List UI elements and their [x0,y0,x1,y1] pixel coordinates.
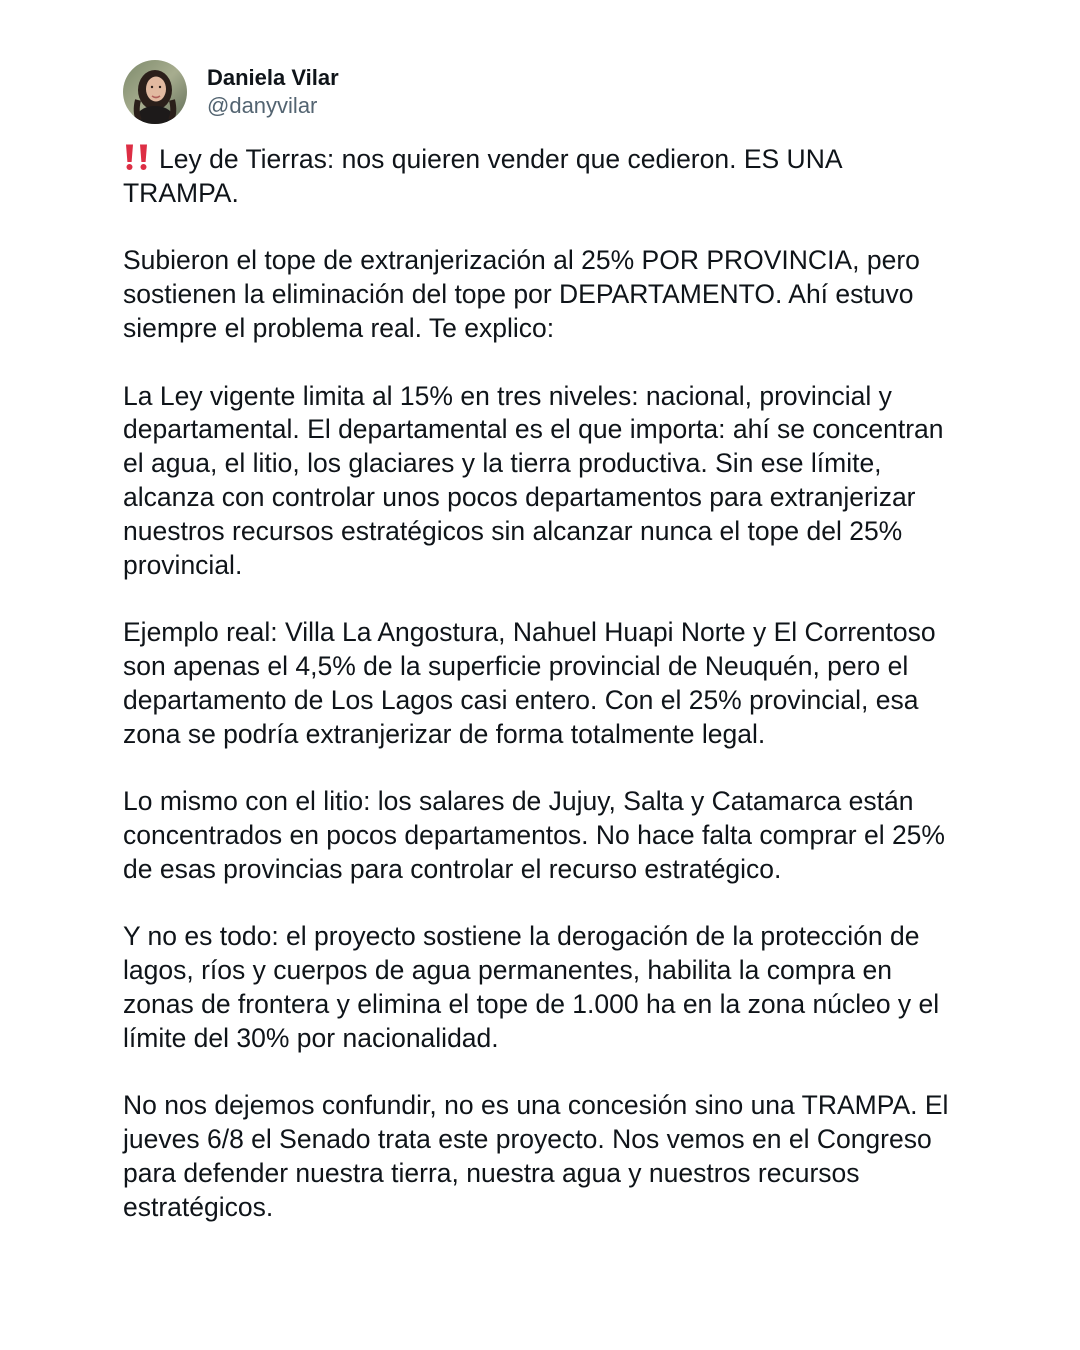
tweet-paragraph: No nos dejemos confundir, no es una concesión sino una TRAMPA. El jueves 6/8 el Senado trata este proyecto. Nos vemos en el Congreso para defender nuestra tierra, nuestra agua y nuestros recursos estratégicos. [123,1090,949,1222]
avatar-photo-icon [123,60,187,124]
avatar[interactable] [123,60,187,124]
author-names [207,64,339,120]
tweet-text [123,143,953,1225]
tweet-header [123,60,953,124]
tweet-paragraph: Y no es todo: el proyecto sostiene la derogación de la protección de lagos, ríos y cuerpos de agua permanentes, habilita la compra en zonas de frontera y elimina el tope de 1.000 ha en la zona núcleo y el límite del 30% por nacionalidad. [123,921,940,1053]
tweet-card [123,60,953,1225]
tweet-first-line: Ley de Tierras: nos quieren vender que cedieron. ES UNA TRAMPA. [123,144,842,208]
author-handle[interactable]: @danyvilar [207,93,318,118]
tweet-paragraph: Subieron el tope de extranjerización al 25% POR PROVINCIA, pero sostienen la eliminación del tope por DEPARTAMENTO. Ahí estuvo siempre el problema real. Te explico: [123,245,920,343]
tweet-paragraph: Ejemplo real: Villa La Angostura, Nahuel Huapi Norte y El Correntoso son apenas el 4,5% de la superficie provincial de Neuquén, pero el departamento de Los Lagos casi entero. Con el 25% provincial, esa zona se podría extranjerizar de forma totalmente legal. [123,617,936,749]
tweet-paragraph [123,143,953,211]
tweet-paragraph: Lo mismo con el litio: los salares de Jujuy, Salta y Catamarca están concentrados en pocos departamentos. No hace falta comprar el 25% de esas provincias para controlar el recurso estratégico. [123,786,945,884]
double-exclamation-mark-icon [123,143,153,171]
tweet-paragraph: La Ley vigente limita al 15% en tres niveles: nacional, provincial y departamental. El departamental es el que importa: ahí se concentran el agua, el litio, los glaciares y la tierra productiva. Sin ese límite, alcanza con controlar unos pocos departamentos para extranjerizar nuestros recursos estratégicos sin alcanzar nunca el tope del 25% provincial. [123,380,944,580]
author-display-name[interactable]: Daniela Vilar [207,65,339,90]
